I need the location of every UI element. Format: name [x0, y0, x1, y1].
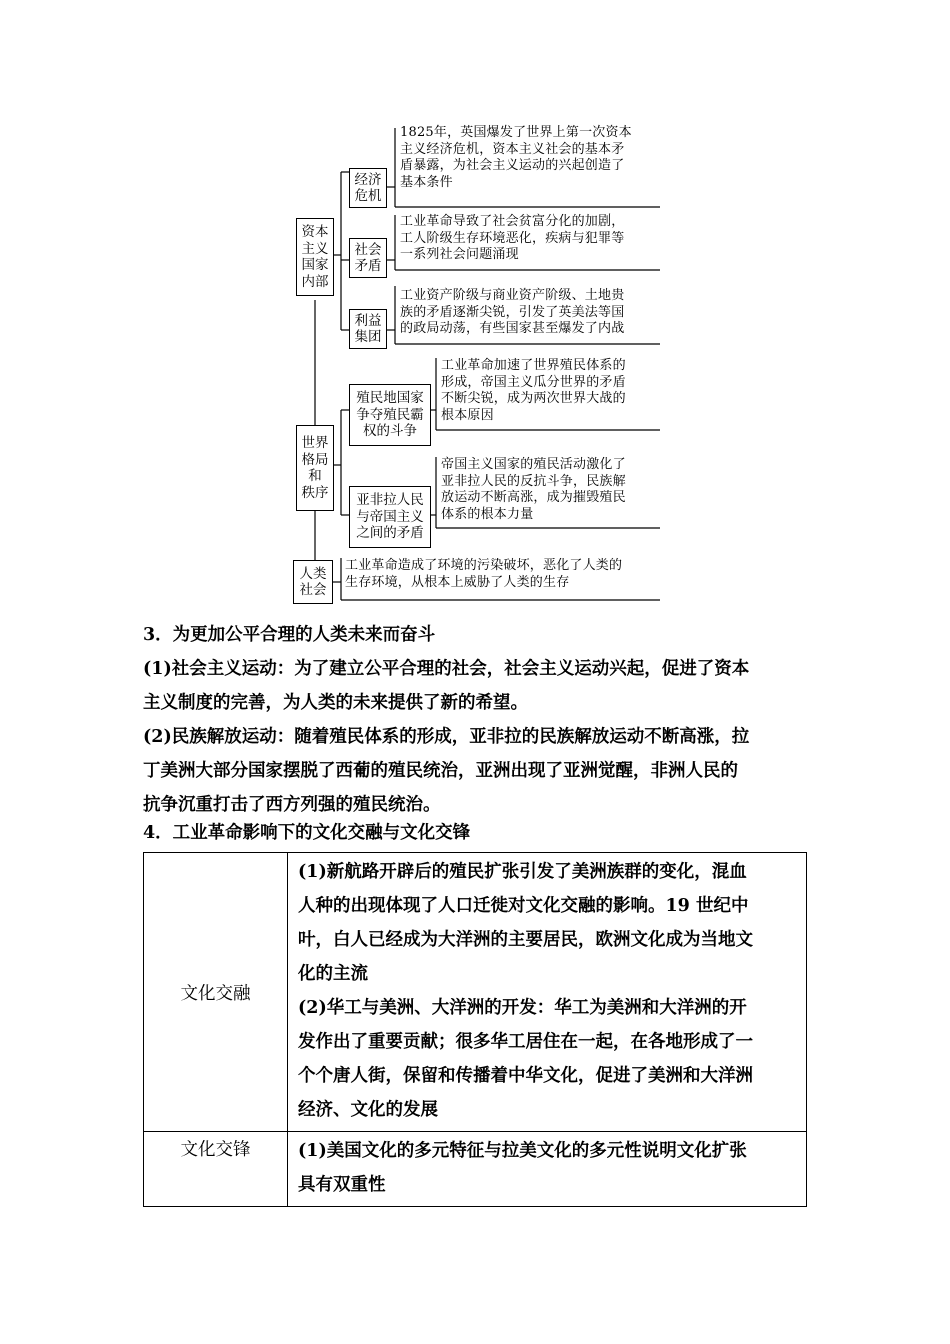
social-contradiction-box: 社会 矛盾 [349, 238, 387, 278]
colonial-struggle-text: 工业革命加速了世界殖民体系的 形成，帝国主义瓜分世界的矛盾 不断尖锐，成为两次世界大战的 根本原因 [441, 358, 626, 423]
table-row [144, 1132, 807, 1207]
section4-heading: 4．工业革命影响下的文化交融与文化交锋 [143, 823, 471, 843]
world-order-box: 世界 格局 和 秩序 [296, 425, 334, 511]
concept-diagram [0, 0, 950, 620]
economic-crisis-box: 经济 危机 [349, 168, 387, 208]
table-row-content: (1)新航路开辟后的殖民扩张引发了美洲族群的变化，混血 人种的出现体现了人口迁徙对文化交融的影响。19 世纪中 叶，白人已经成为大洋洲的主要居民，欧洲文化成为当地文 化的主流 (2)华工与美洲、大洋洲的开发：华工为美洲和大洋洲的开 发作出了重要贡献；很多华工居住在一起，在各地形成了一 个个唐人街，保留和传播着中华文化，促进了美洲和大洋洲 经济、文化的发展 [288, 853, 807, 1132]
asia-africa-latam-box: 亚非拉人民 与帝国主义 之间的矛盾 [349, 486, 431, 548]
culture-table [143, 852, 807, 1207]
asia-africa-latam-text: 帝国主义国家的殖民活动激化了 亚非拉人民的反抗斗争，民族解 放运动不断高涨，成为摧毁殖民 体系的根本力量 [441, 457, 626, 522]
human-society-text: 工业革命造成了环境的污染破坏，恶化了人类的 生存环境，从根本上威胁了人类的生存 [345, 558, 623, 590]
colonial-struggle-box: 殖民地国家 争夺殖民霸 权的斗争 [349, 384, 431, 446]
economic-crisis-text: 1825年，英国爆发了世界上第一次资本 主义经济危机，资本主义社会的基本矛 盾暴露，为社会主义运动的兴起创造了 基本条件 [400, 125, 632, 190]
section3-socialist-movement: (1)社会主义运动：为了建立公平合理的社会，社会主义运动兴起，促进了资本 主义制度的完善，为人类的未来提供了新的希望。 [143, 659, 750, 713]
human-society-box: 人类 社会 [293, 560, 333, 604]
section3-national-liberation: (2)民族解放运动：随着殖民体系的形成，亚非拉的民族解放运动不断高涨，拉 丁美洲大部分国家摆脱了西葡的殖民统治，亚洲出现了亚洲觉醒，非洲人民的 抗争沉重打击了西方列强的殖民统治。 [143, 727, 750, 815]
social-contradiction-text: 工业革命导致了社会贫富分化的加剧， 工人阶级生存环境恶化，疾病与犯罪等 一系列社会问题涌现 [400, 214, 625, 262]
table-row-label: 文化交锋 [144, 1132, 288, 1207]
section3-heading: 3．为更加公平合理的人类未来而奋斗 [143, 625, 436, 645]
table-row-label: 文化交融 [144, 853, 288, 1132]
table-row-content: (1)美国文化的多元特征与拉美文化的多元性说明文化扩张 具有双重性 [288, 1132, 807, 1207]
table-row [144, 853, 807, 1132]
capitalist-internal-box: 资本 主义 国家 内部 [296, 218, 334, 296]
interest-groups-text: 工业资产阶级与商业资产阶级、土地贵 族的矛盾逐渐尖锐，引发了英美法等国 的政局动荡，有些国家甚至爆发了内战 [400, 288, 625, 336]
interest-groups-box: 利益 集团 [349, 309, 387, 349]
